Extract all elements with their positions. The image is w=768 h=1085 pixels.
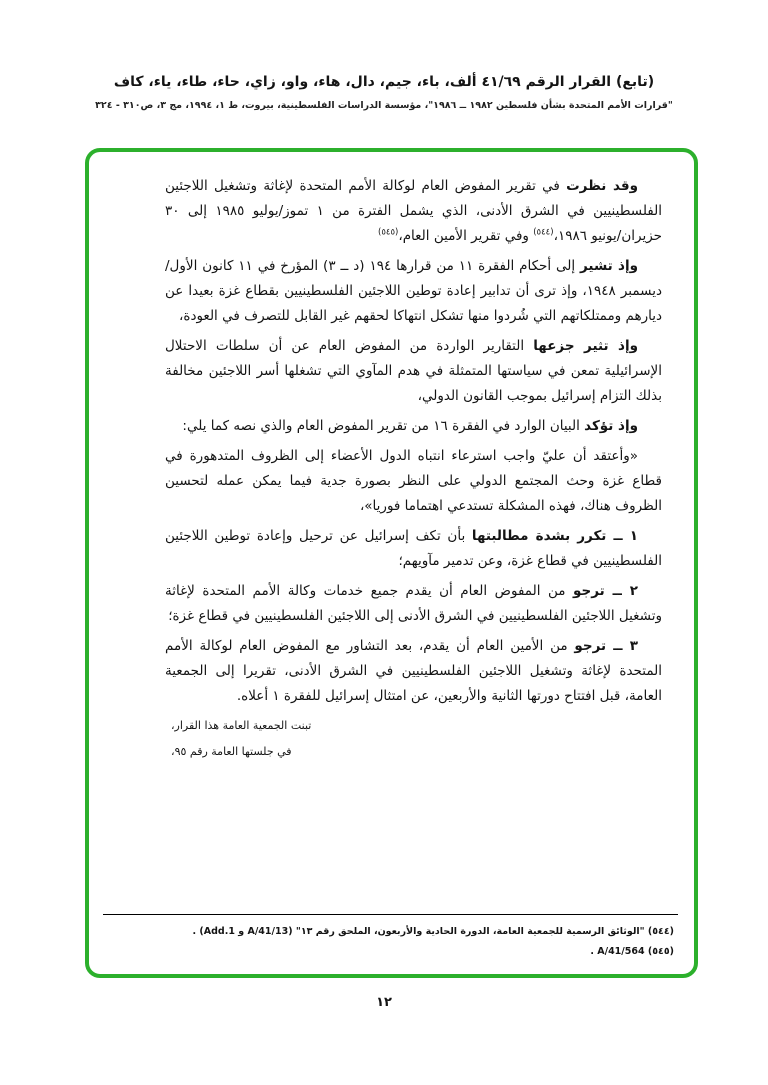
page-number: ١٢ bbox=[376, 995, 392, 1010]
paragraph-lead: ٢ ــ ترجو bbox=[573, 583, 638, 599]
paragraph-lead: ١ ــ تكرر بشدة مطالبتها bbox=[471, 528, 639, 544]
paragraph-lead: وإذ تشير bbox=[580, 258, 638, 274]
footnote-divider bbox=[103, 914, 678, 915]
footnote-545: (٥٤٥) A/41/564 . bbox=[590, 946, 674, 957]
paragraph-text: البيان الوارد في الفقرة ١٦ من تقرير المفوض العام والذي نصه كما يلي: bbox=[182, 418, 585, 434]
adoption-note-line-2: في جلستها العامة رقم ٩٥، bbox=[171, 745, 292, 758]
paragraph-lead: وإذ تؤكد bbox=[584, 418, 638, 434]
paragraph-text: إلى أحكام الفقرة ١١ من قرارها ١٩٤ (د ــ ٣) المؤرخ في ١١ كانون الأول/ديسمبر ١٩٤٨، وإذ ترى أن تدابير إعادة توطين اللاجئين الفلسطينيين بقطاع غزة بعيدا عن ديارهم وممتلكاتهم التي شُردوا منها تشكل انتهاكا لحقهم غير القابل للتصرف في العودة، bbox=[165, 258, 662, 324]
footnote-ref-544: (٥٤٤) bbox=[533, 227, 554, 238]
operative-paragraph-3 bbox=[165, 634, 662, 709]
page-header bbox=[0, 74, 768, 111]
paragraph-text: في تقرير المفوض العام لوكالة الأمم المتحدة لإغاثة وتشغيل اللاجئين الفلسطينيين في الشرق الأدنى، الذي يشمل الفترة من ١ تموز/يوليو ١٩٨٥ إلى ٣٠ حزيران/يونيو ١٩٨٦، bbox=[165, 178, 662, 244]
paragraph-text: من المفوض العام أن يقدم جميع خدمات وكالة الأمم المتحدة لإغاثة وتشغيل اللاجئين الفلسطينيين في الشرق الأدنى إلى اللاجئين الفلسطينيين في قطاع غزة؛ bbox=[165, 583, 662, 624]
preamble-paragraph-1 bbox=[165, 174, 662, 249]
footnote-544: (٥٤٤) "الوثائق الرسمية للجمعية العامة، الدورة الحادية والأربعون، الملحق رقم ١٣" (A/41/13 و Add.1) . bbox=[192, 926, 674, 937]
paragraph-lead: وإذ تثير جزعها bbox=[533, 338, 638, 354]
paragraph-text: بأن تكف إسرائيل عن ترحيل وإعادة توطين اللاجئين الفلسطينيين في قطاع غزة، وعن تدمير مآويهم؛ bbox=[165, 528, 662, 569]
paragraph-lead: وقد نظرت bbox=[566, 178, 638, 194]
resolution-title: (تابع) القرار الرقم ٤١/٦٩ ألف، باء، جيم، دال، هاء، واو، زاي، حاء، طاء، ياء، كاف bbox=[113, 74, 655, 90]
text-frame bbox=[85, 148, 698, 978]
body-text bbox=[165, 174, 662, 761]
paragraph-text: وفي تقرير الأمين العام، bbox=[398, 228, 534, 244]
preamble-paragraph-2 bbox=[165, 254, 662, 329]
footnote-ref-545: (٥٤٥) bbox=[377, 227, 399, 238]
operative-paragraph-1 bbox=[165, 524, 662, 574]
preamble-paragraph-3 bbox=[165, 334, 662, 409]
preamble-paragraph-4 bbox=[165, 414, 662, 439]
footnotes-section bbox=[101, 914, 680, 964]
paragraph-text: التقارير الواردة من المفوض العام عن أن سلطات الاحتلال الإسرائيلية تمعن في سياستها المتمثلة في هدم المآوي التي تشغلها أسر اللاجئين مخالفة بذلك التزام إسرائيل بموجب القانون الدولي، bbox=[165, 338, 662, 404]
quote-paragraph bbox=[165, 444, 662, 519]
paragraph-lead: ٣ ــ ترجو bbox=[574, 638, 638, 654]
operative-paragraph-2 bbox=[165, 579, 662, 629]
paragraph-text: من الأمين العام أن يقدم، بعد التشاور مع المفوض العام لوكالة الأمم المتحدة لإغاثة وتشغيل اللاجئين الفلسطينيين في الشرق الأدنى، تقريرا إلى الجمعية العامة، قبل افتتاح دورتها الثانية والأربعين، عن امتثال إسرائيل للفقرة ١ أعلاه. bbox=[165, 638, 662, 704]
source-citation: "قرارات الأمم المتحدة بشأن فلسطين ١٩٨٢ ــ ١٩٨٦"، مؤسسة الدراسات الفلسطينية، بيروت، ط ١، ١٩٩٤، مج ٣، ص٣١٠ - ٣٢٤ bbox=[95, 100, 673, 111]
paragraph-text: «وأعتقد أن عليّ واجب استرعاء انتباه الدول الأعضاء إلى الظروف المتدهورة في قطاع غزة وحث المجتمع الدولي على النظر بصورة جدية فيما يمكن عمله لتحسين الظروف هناك، فهذه المشكلة تستدعي اهتماما فوريا»، bbox=[165, 448, 662, 514]
adoption-note-line-1: تبنت الجمعية العامة هذا القرار، bbox=[171, 719, 312, 732]
